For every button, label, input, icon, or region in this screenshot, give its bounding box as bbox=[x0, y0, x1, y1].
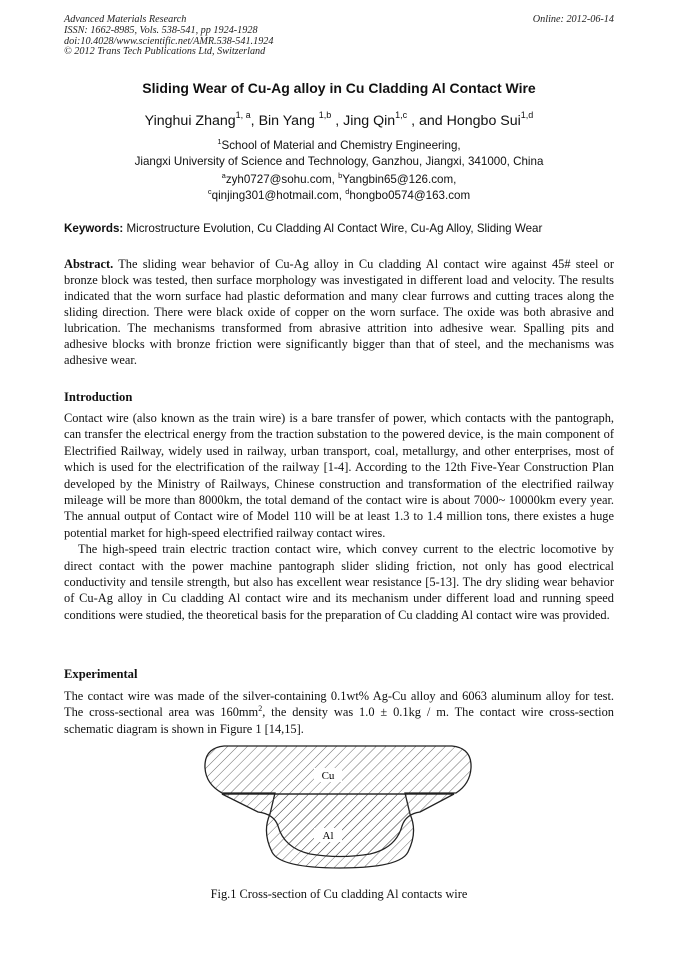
cu-label: Cu bbox=[321, 770, 335, 782]
affiliation-mark: 1 bbox=[217, 137, 222, 146]
experimental-body bbox=[64, 688, 614, 737]
email-mark: a bbox=[221, 171, 226, 180]
journal-header bbox=[64, 15, 273, 58]
journal-copyright: © 2012 Trans Tech Publications Ltd, Switzerland bbox=[64, 46, 266, 58]
journal-name: Advanced Materials Research bbox=[64, 14, 187, 25]
journal-issn: ISSN: 1662-8985, Vols. 538-541, pp 1924-1928 bbox=[64, 24, 258, 36]
author-name: Bin Yang bbox=[258, 113, 319, 129]
email-mark: c bbox=[207, 187, 212, 196]
author-affil-mark: 1,c bbox=[395, 110, 408, 120]
affiliation-line-1: School of Material and Chemistry Engineering, bbox=[221, 139, 461, 152]
author-separator: , and bbox=[407, 113, 447, 129]
email-link[interactable]: zyh0727@sohu.com, bbox=[225, 173, 339, 186]
cross-section-figure bbox=[200, 744, 476, 872]
section-heading-introduction: Introduction bbox=[64, 390, 133, 404]
author-separator: , bbox=[250, 113, 259, 129]
author-affil-mark: 1, a bbox=[235, 110, 251, 120]
author-separator: , bbox=[331, 113, 344, 129]
author-affil-mark: 1,b bbox=[318, 110, 332, 120]
keywords-text: Microstructure Evolution, Cu Cladding Al Contact Wire, Cu-Ag Alloy, Sliding Wear bbox=[123, 222, 543, 235]
paragraph-text: , the density was 1.0 ± 0.1kg / m. The contact wire cross-section schematic diagram is shown in Figure 1 [14,15]. bbox=[64, 705, 614, 736]
email-link[interactable]: qinjing301@hotmail.com, bbox=[211, 189, 346, 202]
paragraph bbox=[64, 688, 614, 737]
al-label: Al bbox=[322, 830, 334, 842]
author-name: Jing Qin bbox=[343, 113, 396, 129]
abstract-text: The sliding wear behavior of Cu-Ag alloy in Cu cladding Al contact wire against 45# steel or bronze block was tested, then surface morphology was investigated in different load and velocity. The results indicated that the worn surface had plastic deformation and many clear furrows and cutting traces along the sliding direction. There were black oxide of copper on the worn surface. The oxide was both abrasive and lubrication. The mechanisms transformed from abrasive attrition into adhesive wear. Spalling pits and adhesive blocks with bronze friction were significantly bigger than that of steel, and the mechanisms was adhesive wear. bbox=[64, 257, 614, 367]
paper-title: Sliding Wear of Cu-Ag alloy in Cu Cladding Al Contact Wire bbox=[142, 80, 536, 96]
email-mark: d bbox=[345, 187, 350, 196]
figure-caption: Fig.1 Cross-section of Cu cladding Al contacts wire bbox=[210, 887, 468, 901]
email-link[interactable]: hongbo0574@163.com bbox=[349, 189, 471, 202]
online-date: Online: 2012-06-14 bbox=[532, 14, 614, 25]
keywords-label: Keywords: bbox=[64, 222, 124, 235]
abstract bbox=[64, 256, 614, 368]
paragraph-text: The contact wire was made of the silver-containing 0.1wt% Ag-Cu alloy and 6063 aluminum alloy for test. The cross-sectional area was 160mm bbox=[64, 689, 614, 720]
affiliation bbox=[0, 138, 678, 169]
superscript: 2 bbox=[258, 704, 263, 714]
paragraph: The high-speed train electric traction contact wire, which convey current to the electric locomotive by direct contact with the power machine pantograph slider sliding friction, not only has good electrical conductivity and tensile strength, but also has excellent wear resistance [5-13]. The dry sliding wear behavior of Cu-Ag alloy in Cu cladding Al contact wire and its mechanism under different load and running speed conditions were studied, the theoretical basis for the preparation of Cu cladding Al contact wire was provided. bbox=[64, 542, 614, 622]
author-list bbox=[0, 110, 678, 129]
email-block bbox=[0, 172, 678, 204]
journal-doi: doi:10.4028/www.scientific.net/AMR.538-541.1924 bbox=[64, 35, 274, 47]
author-affil-mark: 1,d bbox=[520, 110, 534, 120]
section-heading-experimental: Experimental bbox=[64, 667, 138, 681]
abstract-label: Abstract. bbox=[64, 257, 114, 271]
al-core-region bbox=[222, 794, 454, 857]
author-name: Hongbo Sui bbox=[446, 113, 521, 129]
email-mark: b bbox=[338, 171, 343, 180]
email-link[interactable]: Yangbin65@126.com, bbox=[342, 173, 457, 186]
paragraph: Contact wire (also known as the train wire) is a bare transfer of power, which contacts with the pantograph, can transfer the electrical energy from the traction substation to the powered device, is the main component of Electrified Railway, widely used in railway, urban transport, coal, metallurgy, and other enterprises, most of which is used for the electrification of the railway [1-4]. According to the 12th Five-Year Construction Plan developed by the Ministry of Railways, Chinese construction and transformation of the electrified railway mileage will be more than 8000km, the total demand of the contact wire is about 7000~ 10000km every year. The annual output of Contact wire of Model 110 will be at least 1.3 to 1.4 million tons, there existes a huge potential market for high-speed electrified railway contact wires. bbox=[64, 411, 614, 540]
affiliation-line-2: Jiangxi University of Science and Technology, Ganzhou, Jiangxi, 341000, China bbox=[134, 154, 544, 168]
author-name: Yinghui Zhang bbox=[144, 113, 236, 129]
keywords bbox=[64, 222, 624, 235]
introduction-body bbox=[64, 410, 614, 623]
